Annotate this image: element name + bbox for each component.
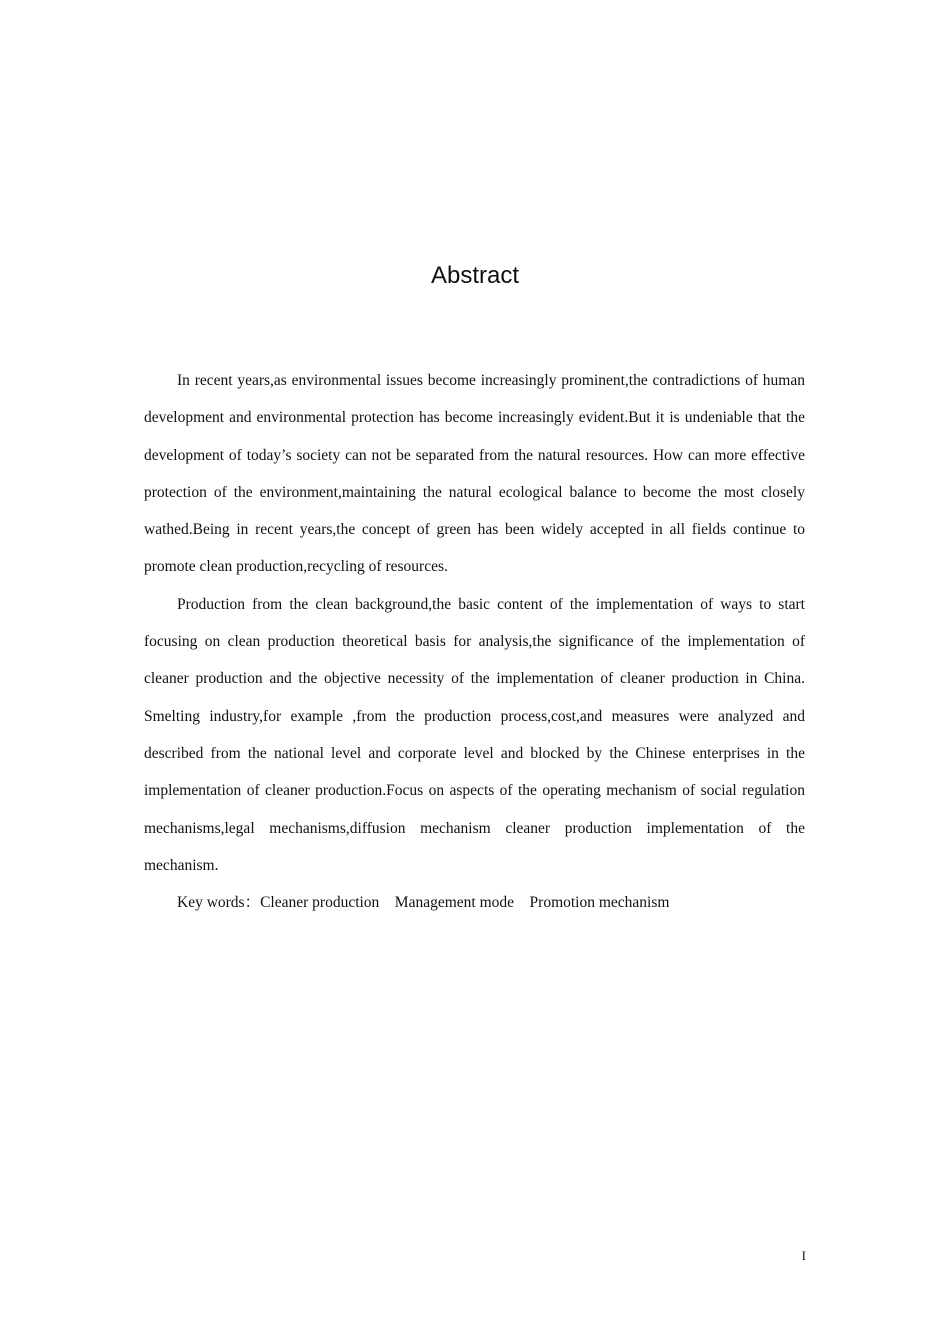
abstract-body — [144, 362, 805, 921]
keywords-line: Key words：Cleaner production Management mode Promotion mechanism — [177, 894, 670, 912]
page-title: Abstract — [430, 262, 520, 289]
page-number: I — [801, 1248, 806, 1263]
abstract-paragraph-2: Production from the clean background,the basic content of the implementation of ways to start focusing on clean production theoretical basis for analysis,the significance of the implementation of cleaner production and the objective necessity of the implementation of cleaner production in China. Smelting industry,for example ,from the production process,cost,and measures were analyzed and described from the national level and corporate level and blocked by the Chinese enterprises in the implementation of cleaner production.Focus on aspects of the operating mechanism of social regulation mechanisms,legal mechanisms,diffusion mechanism cleaner production implementation of the mechanism. — [144, 595, 805, 874]
abstract-paragraph-1: In recent years,as environmental issues become increasingly prominent,the contradictions of human development and environmental protection has become increasingly evident.But it is undeniable that the development of today’s society can not be separated from the natural resources. How can more effective protection of the environment,maintaining the natural ecological balance to become the most closely wathed.Being in recent years,the concept of green has been widely accepted in all fields continue to promote clean production,recycling of resources. — [144, 372, 805, 576]
